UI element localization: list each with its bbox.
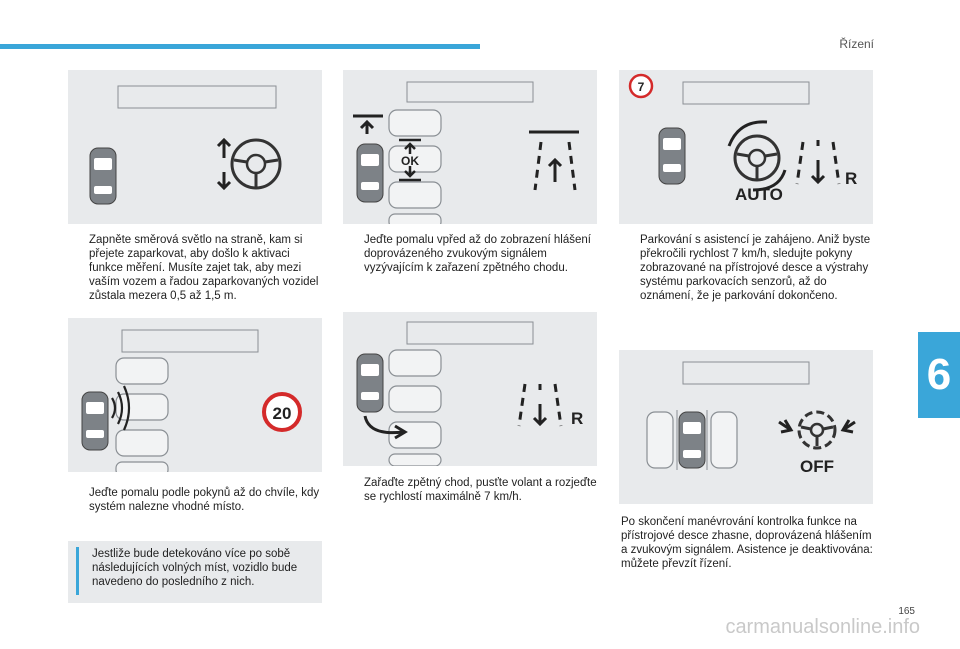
svg-text:7: 7 xyxy=(637,80,645,94)
header-accent-bar xyxy=(0,44,480,49)
watermark: carmanualsonline.info xyxy=(725,616,920,638)
instruction-1a: Zapněte směrová světlo na straně, kam si přejete zaparkovat, aby došlo k aktivaci funkce měření. Musíte zajet tak, aby mezi vaším vozem a řadou zaparkovaných vozidel zůstala mezera 0,5 až 1,5 m. xyxy=(89,234,319,302)
steering-release-icon xyxy=(779,412,855,448)
turn-signal-icon xyxy=(218,140,230,188)
car-icon xyxy=(357,354,383,412)
speed-limit-sign xyxy=(264,394,300,430)
illustration-2a xyxy=(343,70,597,224)
info-icon xyxy=(76,547,79,595)
chapter-tab: 6 xyxy=(918,332,960,418)
svg-text:AUTO: AUTO xyxy=(735,185,783,204)
auto-steering-icon xyxy=(729,122,785,190)
steering-wheel-icon xyxy=(232,140,280,188)
closing-text: Po skončení manévrování kontrolka funkce na přístrojové desce zhasne, doprovázená hlášením a zvukovým signálem. Asistence je deaktivována: můžete převzít řízení. xyxy=(621,516,873,570)
svg-text:R: R xyxy=(571,409,584,428)
section-title: Řízení xyxy=(839,37,874,51)
car-icon xyxy=(679,412,705,468)
car-icon xyxy=(82,392,108,450)
car-icon xyxy=(659,128,685,184)
svg-text:20: 20 xyxy=(272,404,292,423)
instruction-1b: Jeďte pomalu podle pokynů až do chvíle, kdy systém nalezne vhodné místo. xyxy=(89,487,320,513)
illustration-2b xyxy=(343,312,597,466)
svg-text:R: R xyxy=(845,169,858,188)
svg-text:OK: OK xyxy=(401,154,419,168)
car-icon xyxy=(90,148,116,204)
reverse-guide-icon xyxy=(797,140,839,184)
page-number: 165 xyxy=(898,606,915,617)
instruction-2a: Jeďte pomalu vpřed až do zobrazení hlášení doprovázeného zvukovým signálem vyzývajícím k zařazení zpětného chodu. xyxy=(364,234,591,274)
svg-text:OFF: OFF xyxy=(800,457,834,476)
illustration-1a xyxy=(68,70,322,224)
info-note: Jestliže bude detekováno více po sobě následujících volných míst, vozidlo bude navedeno do posledního z nich. xyxy=(68,541,322,603)
car-icon xyxy=(357,144,383,202)
reverse-guide-icon xyxy=(519,384,561,426)
step-badge xyxy=(630,75,652,97)
instruction-2b: Zařaďte zpětný chod, pusťte volant a rozjeďte se rychlostí maximálně 7 km/h. xyxy=(364,477,597,503)
instruction-3a: Parkování s asistencí je zahájeno. Aniž byste překročili rychlost 7 km/h, sledujte pokyny zobrazované na přístrojové desce a výstrahy systému parkovacích senzorů, až do oznámení, že je parkování dokončeno. xyxy=(640,234,871,302)
illustration-1b xyxy=(68,318,322,472)
illustration-3b xyxy=(619,350,873,504)
illustration-3a xyxy=(619,70,873,224)
guide-lines-icon xyxy=(529,132,579,190)
